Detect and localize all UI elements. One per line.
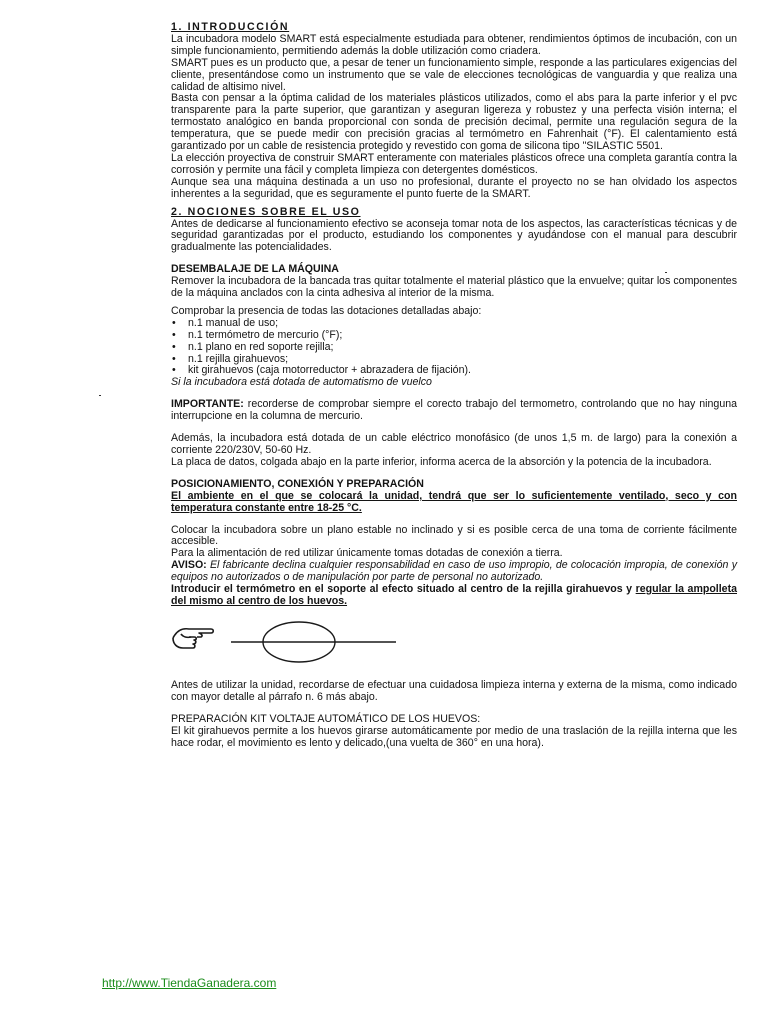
pointing-hand-icon <box>173 629 213 648</box>
placa-paragraph: La placa de datos, colgada abajo en la parte inferior, informa acerca de la absorción y la potencia de la incubadora. <box>171 455 712 468</box>
intro-paragraph-3: Basta con pensar a la óptima calidad de los materiales plásticos utilizados, como el abs para la parte inferior y el pvc transparente para la parte superior, que garantizan y aseguran ligereza y robustez y una perfecta visión interna; el termostato analógico en banda proporcional con sonda de precisión decimal, permite una regulación segura de la temperatura, que se puede medir con precisión gracias al termómetro en Fahrenhait (°F). El calentamiento está garantizado por un cable de resistencia protegido y revestido con goma de silicona tipo "SILASTIC 5501. <box>171 92 737 153</box>
aviso-text: El fabricante declina cualquier responsabilidad en caso de uso impropio, de colocación impropia, de conexión y equipos no autorizados o de manipulación por parte de personal no autorizado. <box>171 559 737 584</box>
ambiente-paragraph: El ambiente en el que se colocará la unidad, tendrá que ser lo suficientemente ventilado, seco y con temperatura constante entre 18-25 °C. <box>171 489 737 514</box>
alimentacion-paragraph: Para la alimentación de red utilizar únicamente tomas dotadas de conexión a tierra. <box>171 547 563 560</box>
regular-text: regular la ampolleta del mismo al centro de los huevos. <box>171 583 737 607</box>
kit-paragraph: El kit girahuevos permite a los huevos girarse automáticamente por medio de una traslación de la rejilla interna que les hace rodar, el movimiento es lento y delicado,(una vuelta de 360° en una hora). <box>171 724 737 749</box>
scan-speck <box>99 395 101 396</box>
uso-paragraph: Antes de dedicarse al funcionamiento efectivo se aconseja tomar nota de los aspectos, las características técnicas y de seguridad garantizadas por el producto, estudiando los componentes y ayudándose con el manual para descubrir gradualmente las potencialidades. <box>171 217 737 254</box>
aviso-label: AVISO: <box>171 559 207 572</box>
colocar-paragraph: Colocar la incubadora sobre un plano estable no inclinado y si es posible cerca de una toma de corriente fácilmente accesible. <box>171 523 737 548</box>
kit-heading: PREPARACIÓN KIT VOLTAJE AUTOMÁTICO DE LOS HUEVOS: <box>171 712 481 725</box>
list-item: • n.1 plano en red soporte rejilla; <box>171 342 737 354</box>
desembalaje-paragraph-2: Comprobar la presencia de todas las dotaciones detalladas abajo: <box>171 304 482 317</box>
introducir-text: Introducir el termómetro en el soporte al efecto situado al centro de la rejilla girahuevos y <box>171 583 636 596</box>
list-item: • n.1 rejilla girahuevos; <box>171 354 737 366</box>
intro-paragraph-1: La incubadora modelo SMART está especialmente estudiada para obtener, rendimientos óptimos de incubación, con un simple funcionamiento, permitiendo además la doble utilización como criadera. <box>171 32 737 57</box>
introducir-paragraph <box>171 584 737 608</box>
importante-paragraph <box>171 399 737 423</box>
dotaciones-list <box>171 318 737 378</box>
list-item: • n.1 manual de uso; <box>171 318 737 330</box>
scan-speck <box>665 272 667 273</box>
document-page <box>171 22 737 749</box>
desembalaje-paragraph-1: Remover la incubadora de la bancada tras quitar totalmente el material plástico que la envuelve; quitar los componentes de la máquina anclados con la cinta adhesiva al interior de la misma. <box>171 275 737 300</box>
intro-paragraph-5: Aunque sea una máquina destinada a un uso no profesional, durante el proyecto no se han olvidado los aspectos inherentes a la seguridad, que es seguramente el punto fuerte de la SMART. <box>171 175 737 200</box>
egg-thermometer-icon <box>231 622 396 662</box>
list-item: • n.1 termómetro de mercurio (°F); <box>171 330 737 342</box>
intro-paragraph-4: La elección proyectiva de construir SMART enteramente con materiales plásticos ofrece una completa garantía contra la corrosión y permite una fácil y completa limpieza con detergentes domésticos. <box>171 151 737 176</box>
section-2-title: 2. NOCIONES SOBRE EL USO <box>171 205 361 218</box>
egg-figure-svg <box>171 616 737 666</box>
intro-paragraph-2: SMART pues es un producto que, a pesar de tener un funcionamiento simple, responde a las particulares exigencias del cliente, presentándose como un instrumento que se vale de elecciones tecnológicas de vanguardia y que realiza una calidad de altisimo nivel. <box>171 56 737 93</box>
importante-label: IMPORTANTE: <box>171 398 244 411</box>
importante-text: recorderse de comprobar siempre el corecto trabajo del termometro, controlando que no hay ninguna interrupcione en la columna de mercurio. <box>171 398 737 423</box>
section-1-title: 1. INTRODUCCIÓN <box>171 21 290 33</box>
limpieza-paragraph: Antes de utilizar la unidad, recordarse de efectuar una cuidadosa limpieza interna y externa de la misma, como indicado con mayor detalle al párrafo n. 6 más abajo. <box>171 678 737 703</box>
list-item: • kit girahuevos (caja motorreductor + abrazadera de fijación). <box>171 365 737 377</box>
thermometer-figure <box>171 616 737 666</box>
desembalaje-heading: DESEMBALAJE DE LA MÁQUINA <box>171 263 339 276</box>
footer-link[interactable]: http://www.TiendaGanadera.com <box>102 976 277 990</box>
cable-paragraph: Además, la incubadora está dotada de un cable eléctrico monofásico (de unos 1,5 m. de largo) para la conexión a corriente 220/230V, 50-60 Hz. <box>171 432 737 456</box>
automatismo-note: Si la incubadora está dotada de automatismo de vuelco <box>171 376 432 389</box>
posicionamiento-heading: POSICIONAMIENTO, CONEXIÓN Y PREPARACIÓN <box>171 477 424 490</box>
aviso-paragraph <box>171 560 737 584</box>
